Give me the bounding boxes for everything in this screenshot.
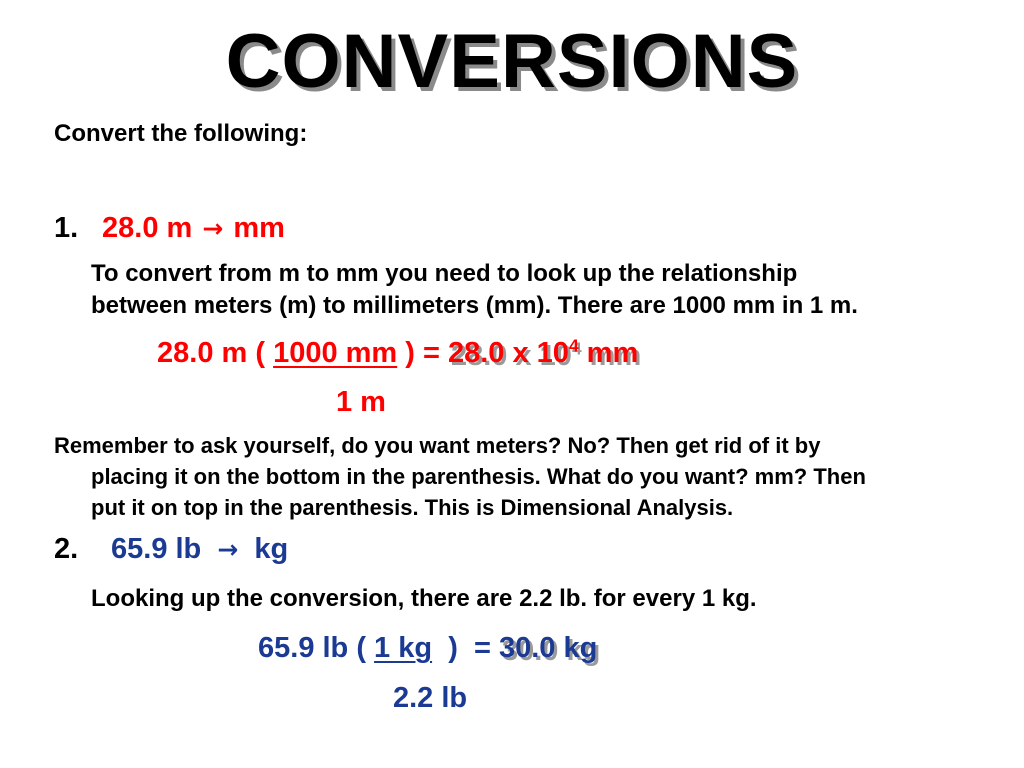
problem-2-calculation [258,632,597,665]
problem-2-to: kg [254,533,289,565]
calc-prefix: 28.0 m ( [157,337,274,369]
remember-note [54,430,866,523]
problem-1-to: mm [233,212,285,244]
conversion-denominator: 2.2 lb [393,682,468,714]
conversion-numerator: 1000 mm [273,337,398,369]
remember-line: placing it on the bottom in the parenthesis. What do you want? mm? Then [91,464,866,489]
explanation-line: To convert from m to mm you need to look up the relationship [91,260,798,287]
problem-2-explanation: Looking up the conversion, there are 2.2 lb. for every 1 kg. [91,585,757,612]
problem-1-number: 1. [54,212,79,244]
answer-unit: mm [578,337,639,369]
intro-text: Convert the following: [54,120,308,147]
remember-line: put it on top in the parenthesis. This is Dimensional Analysis. [91,495,734,520]
explanation-line: between meters (m) to millimeters (mm). There are 1000 mm in 1 m. [91,292,858,319]
problem-1-from: 28.0 m [102,212,193,244]
problem-2-answer: 30.0 kg [498,632,598,664]
answer-base: 28.0 x 10 [447,337,569,369]
right-arrow-icon: → [217,535,239,564]
problem-1-explanation [91,258,858,322]
problem-2-from: 65.9 lb [111,533,202,565]
conversion-numerator: 1 kg [374,632,433,664]
problem-1-calculation [157,337,638,370]
conversion-denominator: 1 m [336,386,386,418]
calc-close: ) = [397,337,448,369]
problem-2-expression [111,533,288,566]
calc-close: ) = [432,632,499,664]
problem-2-number: 2. [54,533,79,565]
calc-prefix: 65.9 lb ( [258,632,375,664]
problem-1-expression [102,212,285,245]
problem-1-answer [448,337,638,369]
answer-exponent: 4 [568,335,579,356]
slide-title: CONVERSIONS [225,19,799,104]
right-arrow-icon: → [202,214,224,243]
remember-line: Remember to ask yourself, do you want meters? No? Then get rid of it by [54,433,821,458]
